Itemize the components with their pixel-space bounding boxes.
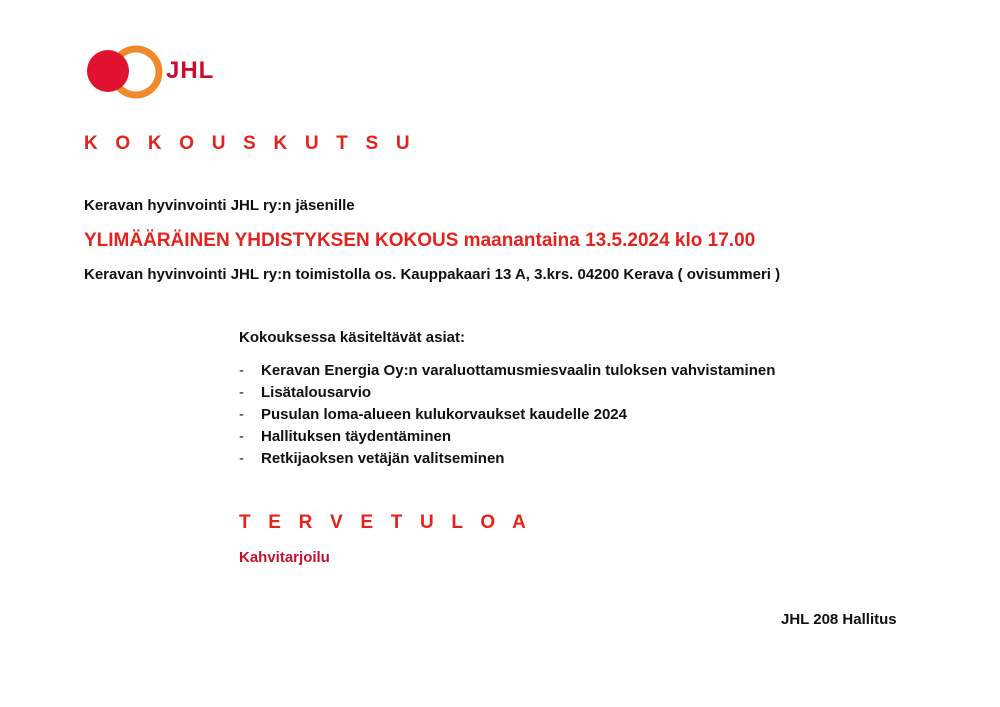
agenda-item <box>239 448 775 470</box>
agenda-heading: Kokouksessa käsiteltävät asiat: <box>239 329 465 346</box>
agenda-item <box>239 382 775 404</box>
bullet-dash: - <box>239 384 244 401</box>
agenda-item <box>239 404 775 426</box>
meeting-headline: YLIMÄÄRÄINEN YHDISTYKSEN KOKOUS maanantaina 13.5.2024 klo 17.00 <box>84 230 756 251</box>
welcome-heading: T E R V E T U L O A <box>239 512 533 533</box>
agenda-item <box>239 360 775 382</box>
addressee-line: Keravan hyvinvointi JHL ry:n jäsenille <box>84 197 355 214</box>
logo-text: JHL <box>166 57 215 84</box>
bullet-dash: - <box>239 450 244 467</box>
document-title: K O K O U S K U T S U <box>84 133 416 154</box>
agenda-item-text: Retkijaoksen vetäjän valitseminen <box>261 450 505 467</box>
agenda-item-text: Keravan Energia Oy:n varaluottamusmiesvaalin tuloksen vahvistaminen <box>261 362 776 379</box>
agenda-item-text: Lisätalousarvio <box>261 384 372 401</box>
bullet-dash: - <box>239 406 244 423</box>
bullet-dash: - <box>239 428 244 445</box>
coffee-note: Kahvitarjoilu <box>239 549 330 566</box>
agenda-item-text: Hallituksen täydentäminen <box>261 428 452 445</box>
signature: JHL 208 Hallitus <box>781 611 897 628</box>
agenda-item <box>239 426 775 448</box>
meeting-location: Keravan hyvinvointi JHL ry:n toimistolla os. Kauppakaari 13 A, 3.krs. 04200 Kerava ( ovisummeri ) <box>84 266 781 283</box>
bullet-dash: - <box>239 362 244 379</box>
agenda-list <box>239 360 775 470</box>
agenda-item-text: Pusulan loma-alueen kulukorvaukset kaudelle 2024 <box>261 406 627 423</box>
